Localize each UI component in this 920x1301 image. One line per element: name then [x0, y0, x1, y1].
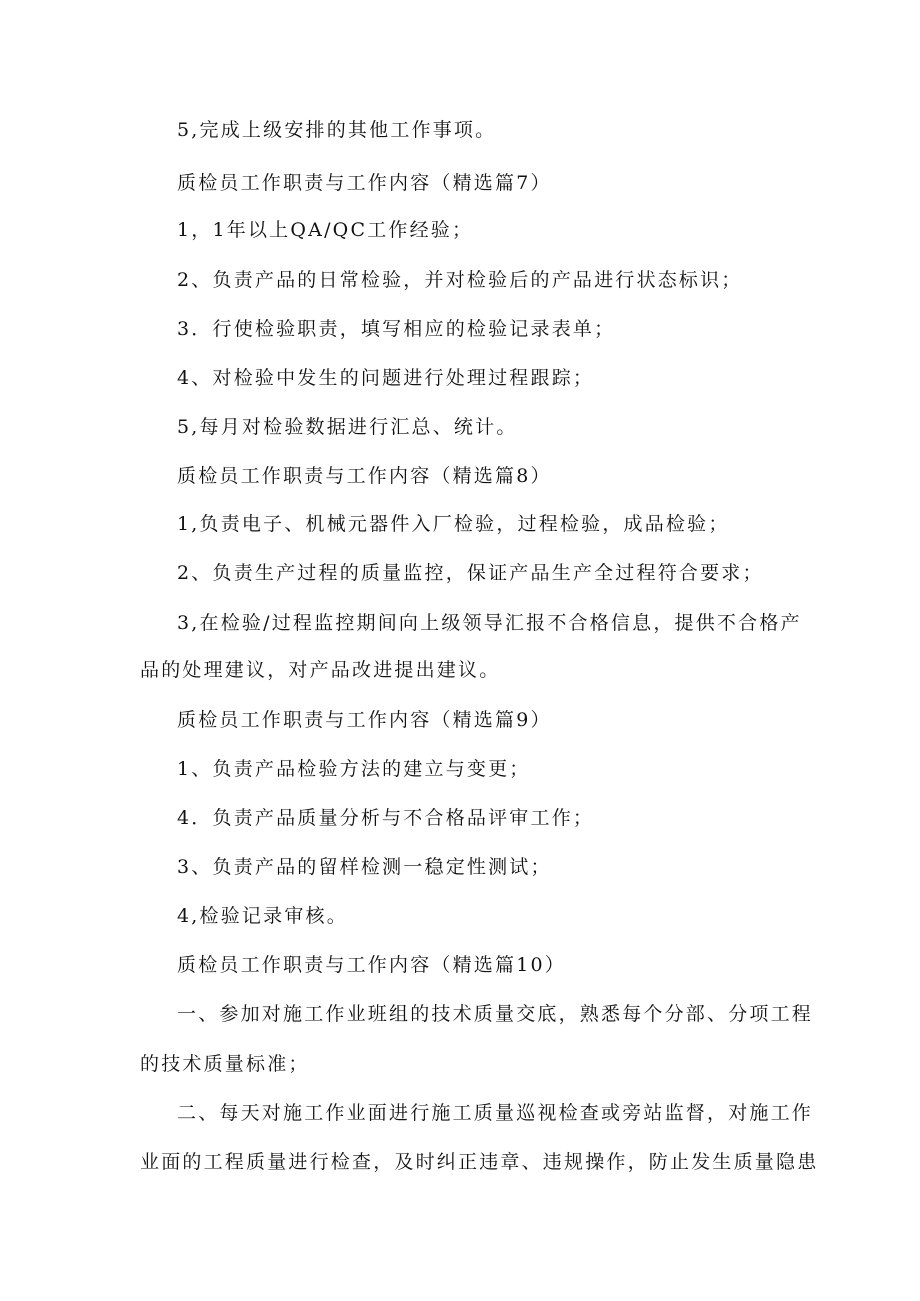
paragraph-line: 4．负责产品质量分析与不合格品评审工作；: [177, 807, 595, 829]
paragraph-line: 二、每天对施工作业面进行施工质量巡视检查或旁站监督，对施工作: [177, 1102, 814, 1124]
paragraph-line: 的技术质量标准；: [140, 1053, 310, 1075]
paragraph-line: 1、负责产品检验方法的建立与变更；: [177, 758, 531, 780]
paragraph-line: 2、负责产品的日常检验，并对检验后的产品进行状态标识；: [177, 269, 743, 291]
section-heading: 质检员工作职责与工作内容（精选篇10）: [177, 954, 566, 976]
paragraph-line: 5,每月对检验数据进行汇总、统计。: [177, 416, 518, 438]
paragraph-line: 2、负责生产过程的质量监控，保证产品生产全过程符合要求；: [177, 562, 764, 584]
paragraph-line: 1，1年以上QA/QC工作经验；: [177, 219, 474, 241]
section-heading: 质检员工作职责与工作内容（精选篇7）: [177, 172, 552, 194]
paragraph-line: 4,检验记录审核。: [177, 905, 348, 927]
section-heading: 质检员工作职责与工作内容（精选篇9）: [177, 709, 552, 731]
paragraph-line: 3,在检验/过程监控期间向上级领导汇报不合格信息，提供不合格产: [177, 612, 802, 634]
paragraph-line: 3、负责产品的留样检测一稳定性测试；: [177, 856, 552, 878]
paragraph-line: 品的处理建议，对产品改进提出建议。: [140, 659, 501, 681]
section-heading: 质检员工作职责与工作内容（精选篇8）: [177, 465, 552, 487]
paragraph-line: 1,负责电子、机械元器件入厂检验，过程检验，成品检验；: [177, 513, 730, 535]
paragraph-line: 一、参加对施工作业班组的技术质量交底，熟悉每个分部、分项工程: [177, 1003, 814, 1025]
paragraph-line: 业面的工程质量进行检查，及时纠正违章、违规操作，防止发生质量隐患: [140, 1151, 819, 1173]
paragraph-line: 5,完成上级安排的其他工作事项。: [177, 119, 497, 141]
paragraph-line: 4、对检验中发生的问题进行处理过程跟踪；: [177, 367, 595, 389]
paragraph-line: 3．行使检验职责，填写相应的检验记录表单；: [177, 318, 616, 340]
